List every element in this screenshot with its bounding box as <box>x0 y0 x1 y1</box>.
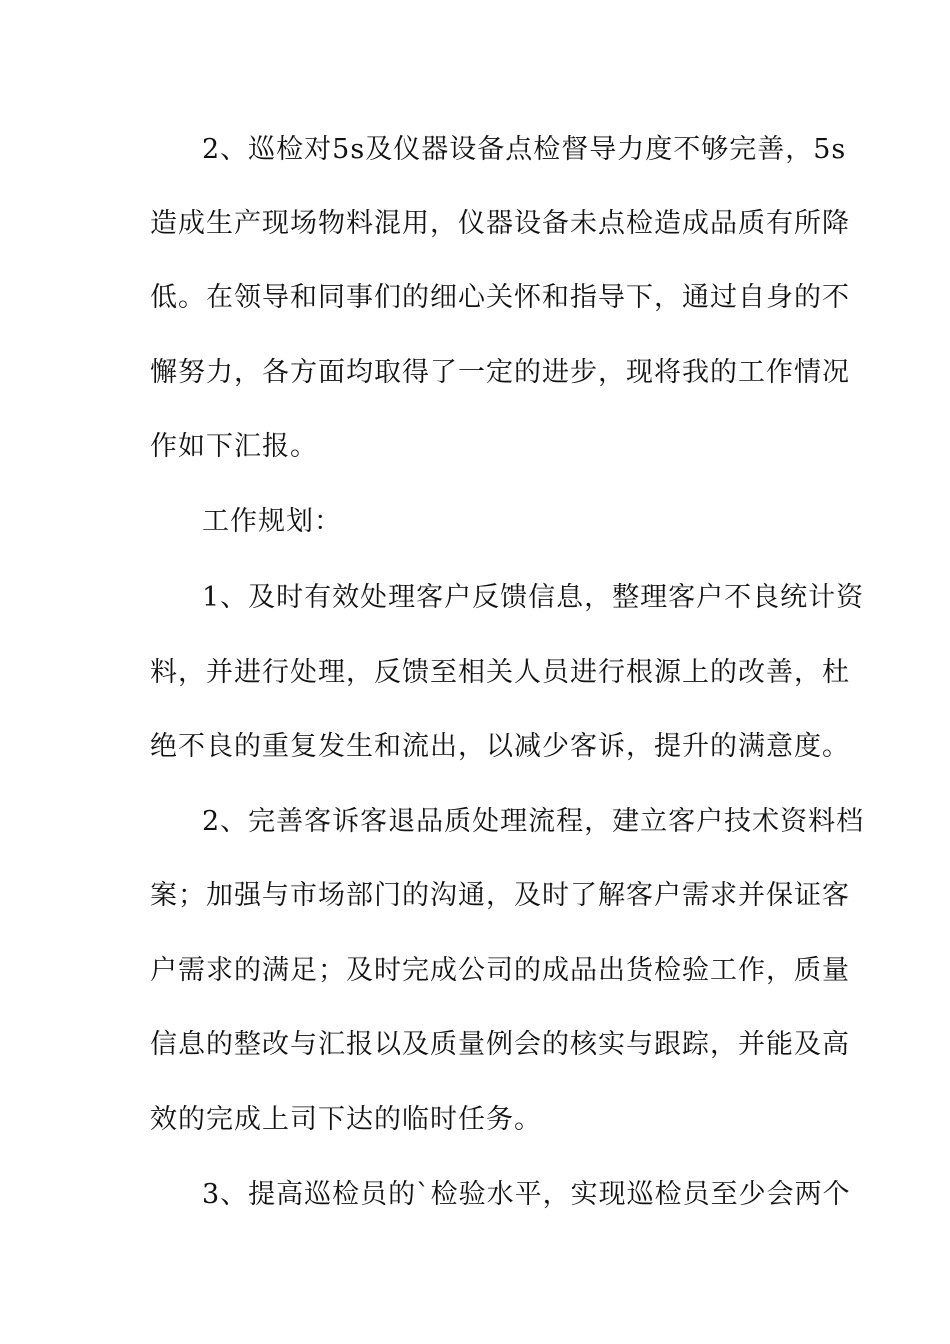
plan-item-3-line-1: 3、提高巡检员的`检验水平，实现巡检员至少会两个 <box>202 1179 851 1210</box>
plan-item-1-line-3: 绝不良的重复发生和流出，以减少客诉，提升的满意度。 <box>150 731 850 762</box>
plan-item-2-line-3: 户需求的满足；及时完成公司的成品出货检验工作，质量 <box>150 955 850 986</box>
paragraph-2-line-2: 造成生产现场物料混用，仪器设备未点检造成品质有所降 <box>150 208 850 239</box>
paragraph-2-line-5: 作如下汇报。 <box>150 431 318 462</box>
section-heading: 工作规划： <box>202 506 342 537</box>
plan-item-2-line-4: 信息的整改与汇报以及质量例会的核实与跟踪，并能及高 <box>150 1029 850 1060</box>
plan-item-1-line-2: 料，并进行处理，反馈至相关人员进行根源上的改善，杜 <box>150 657 850 688</box>
plan-item-2-line-2: 案；加强与市场部门的沟通，及时了解客户需求并保证客 <box>150 880 850 911</box>
paragraph-2-line-4: 懈努力，各方面均取得了一定的进步，现将我的工作情况 <box>150 357 850 388</box>
paragraph-2-line-3: 低。在领导和同事们的细心关怀和指导下，通过自身的不 <box>150 282 850 313</box>
plan-item-2-line-5: 效的完成上司下达的临时任务。 <box>150 1104 542 1135</box>
paragraph-2-line-1: 2、巡检对5s及仪器设备点检督导力度不够完善，5s <box>202 134 847 165</box>
plan-item-2-line-1: 2、完善客诉客退品质处理流程，建立客户技术资料档 <box>202 806 865 837</box>
plan-item-1-line-1: 1、及时有效处理客户反馈信息，整理客户不良统计资 <box>202 582 865 613</box>
